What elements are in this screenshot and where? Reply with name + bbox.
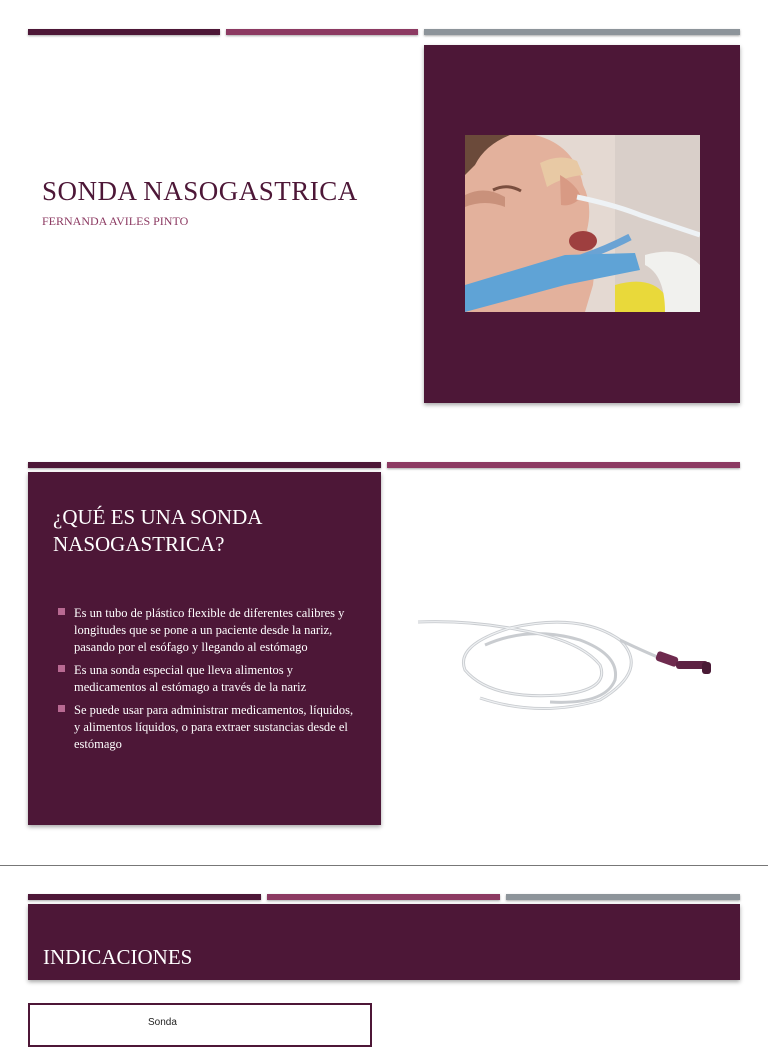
slide3-diagram-box <box>28 1003 372 1047</box>
slide1-image-panel <box>424 45 740 403</box>
bullet-text: Es un tubo de plástico flexible de diferentes calibres y longitudes que se pone a un paciente desde la nariz, pasando por el esófago y llegando al estómago <box>74 606 345 654</box>
patient-photo <box>465 135 700 312</box>
slide3-title: INDICACIONES <box>43 945 193 969</box>
bullet-square-icon <box>58 608 65 615</box>
slide1-subtitle: FERNANDA AVILES PINTO <box>42 214 189 228</box>
slide3-accent-bar-pink <box>267 894 500 900</box>
bullet-text: Es una sonda especial que lleva alimentos y medicamentos al estómago a través de la nariz <box>74 663 307 694</box>
slide3-accent-bar-maroon <box>28 894 261 900</box>
slide1-accent-bar-grey <box>424 29 740 35</box>
slide1-accent-bar-maroon <box>28 29 220 35</box>
bullet-text: Se puede usar para administrar medicamentos, líquidos, y alimentos líquidos, o para extraer sustancias desde el estómago <box>74 703 354 751</box>
list-item <box>58 702 358 753</box>
slide2-title: ¿QUÉ ES UNA SONDA NASOGASTRICA? <box>53 505 262 556</box>
slide2-accent-bar-maroon <box>28 462 381 468</box>
slide1-accent-bar-pink <box>226 29 418 35</box>
bullet-square-icon <box>58 665 65 672</box>
diagram-label: Sonda <box>148 1017 177 1028</box>
slide-separator <box>0 865 768 866</box>
nasogastric-tube-image <box>410 600 720 720</box>
slide2-accent-bar-pink <box>387 462 740 468</box>
list-item <box>58 662 358 696</box>
slide1-title: SONDA NASOGASTRICA <box>42 176 358 206</box>
slide2-bullet-list <box>58 605 358 759</box>
bullet-square-icon <box>58 705 65 712</box>
slide3-accent-bar-grey <box>506 894 740 900</box>
list-item <box>58 605 358 656</box>
